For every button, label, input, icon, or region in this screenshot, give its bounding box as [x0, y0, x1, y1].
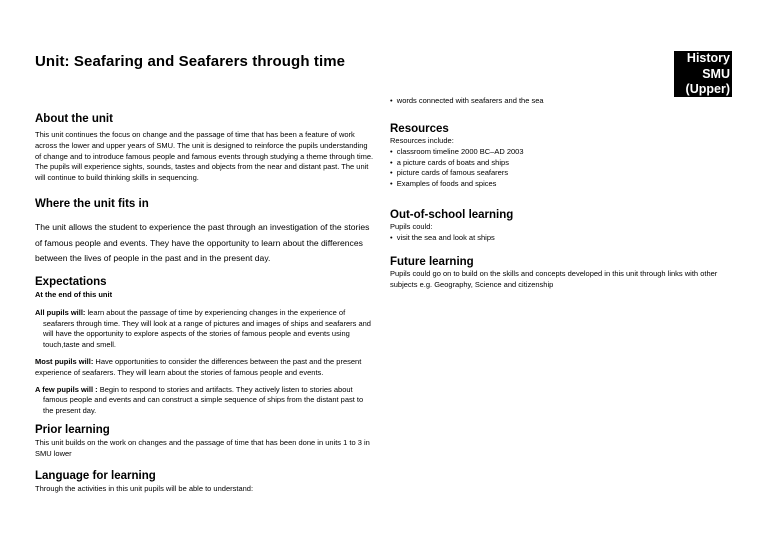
- expectation-most-label: Most pupils will:: [35, 356, 94, 366]
- out-of-school-intro: Pupils could:: [390, 222, 433, 231]
- expectations-heading: Expectations: [35, 276, 107, 288]
- about-section: [35, 113, 375, 184]
- prior-section: [35, 424, 375, 460]
- expectation-few-text: Begin to respond to stories and artifacts. They actively listen to stories about famous people and events and can construct a simple sequence of ships from the distant past to the present day.: [43, 384, 364, 416]
- language-heading: Language for learning: [35, 470, 156, 482]
- expectations-section: [35, 276, 375, 417]
- resource-item: • picture cards of famous seafarers: [390, 168, 735, 179]
- fits-text: The unit allows the student to experience the past through an investigation of the stories of famous people and events. They have the opportunity to learn about the differences between the lives of people in the past and in the present day.: [35, 222, 370, 263]
- resource-item: • a picture cards of boats and ships: [390, 158, 735, 169]
- expectation-most-text: Have opportunities to consider the differences between the past and the present experience of seafarers. They will learn about the stories of famous people and events.: [35, 356, 362, 377]
- language-text: Through the activities in this unit pupils will be able to understand:: [35, 484, 254, 493]
- badge-level: (Upper): [685, 82, 730, 96]
- resource-item: • classroom timeline 2000 BC–AD 2003: [390, 147, 735, 158]
- language-bullet: • words connected with seafarers and the sea: [390, 96, 544, 107]
- out-of-school-section: [390, 209, 735, 244]
- expectations-intro: At the end of this unit: [35, 290, 113, 299]
- fits-section: [35, 198, 375, 267]
- fits-heading: Where the unit fits in: [35, 198, 149, 210]
- prior-heading: Prior learning: [35, 424, 110, 436]
- badge-subject: History: [686, 51, 730, 65]
- prior-text: This unit builds on the work on changes and the passage of time that has been done in units 1 to 3 in SMU lower: [35, 438, 370, 458]
- expectation-all-label: All pupils will:: [35, 307, 86, 317]
- resources-heading: Resources: [390, 123, 449, 135]
- expectation-few: [35, 385, 375, 417]
- about-text: This unit continues the focus on change and the passage of time that has been a feature of work across the lower and upper years of SMU. The unit is designed to reinforce the pupils understanding of change and to introduce famous people and famous events through studying a theme through time. The pupils will experience sights, sounds, tastes and objects from the near and distant past. The unit will continue to build thinking skills in sequencing.: [35, 130, 374, 183]
- resource-item: • Examples of foods and spices: [390, 179, 735, 190]
- future-section: [390, 256, 735, 291]
- resources-intro: Resources include:: [390, 136, 454, 145]
- future-heading: Future learning: [390, 256, 474, 268]
- expectation-all-text: learn about the passage of time by experiencing changes in the experience of seafarers through time. They will look at a range of pictures and images of ships and seafarers and will have the opportunity to explore aspects of the stories of famous people and events using touch,taste and smell.: [43, 307, 371, 350]
- about-heading: About the unit: [35, 113, 113, 125]
- future-text: Pupils could go on to build on the skills and concepts developed in this unit through links with other subjects e.g. Geography, Science and citizenship: [390, 269, 718, 289]
- expectation-few-label: A few pupils will :: [35, 384, 98, 394]
- language-section: [35, 470, 375, 495]
- page-title: Unit: Seafaring and Seafarers through time: [35, 53, 346, 70]
- badge-course: SMU: [702, 66, 730, 81]
- out-of-school-heading: Out-of-school learning: [390, 209, 514, 221]
- out-of-school-item: • visit the sea and look at ships: [390, 233, 735, 244]
- resources-section: [390, 123, 735, 190]
- expectation-all: [35, 308, 375, 351]
- subject-badge: [674, 51, 732, 97]
- expectation-most: [35, 357, 375, 379]
